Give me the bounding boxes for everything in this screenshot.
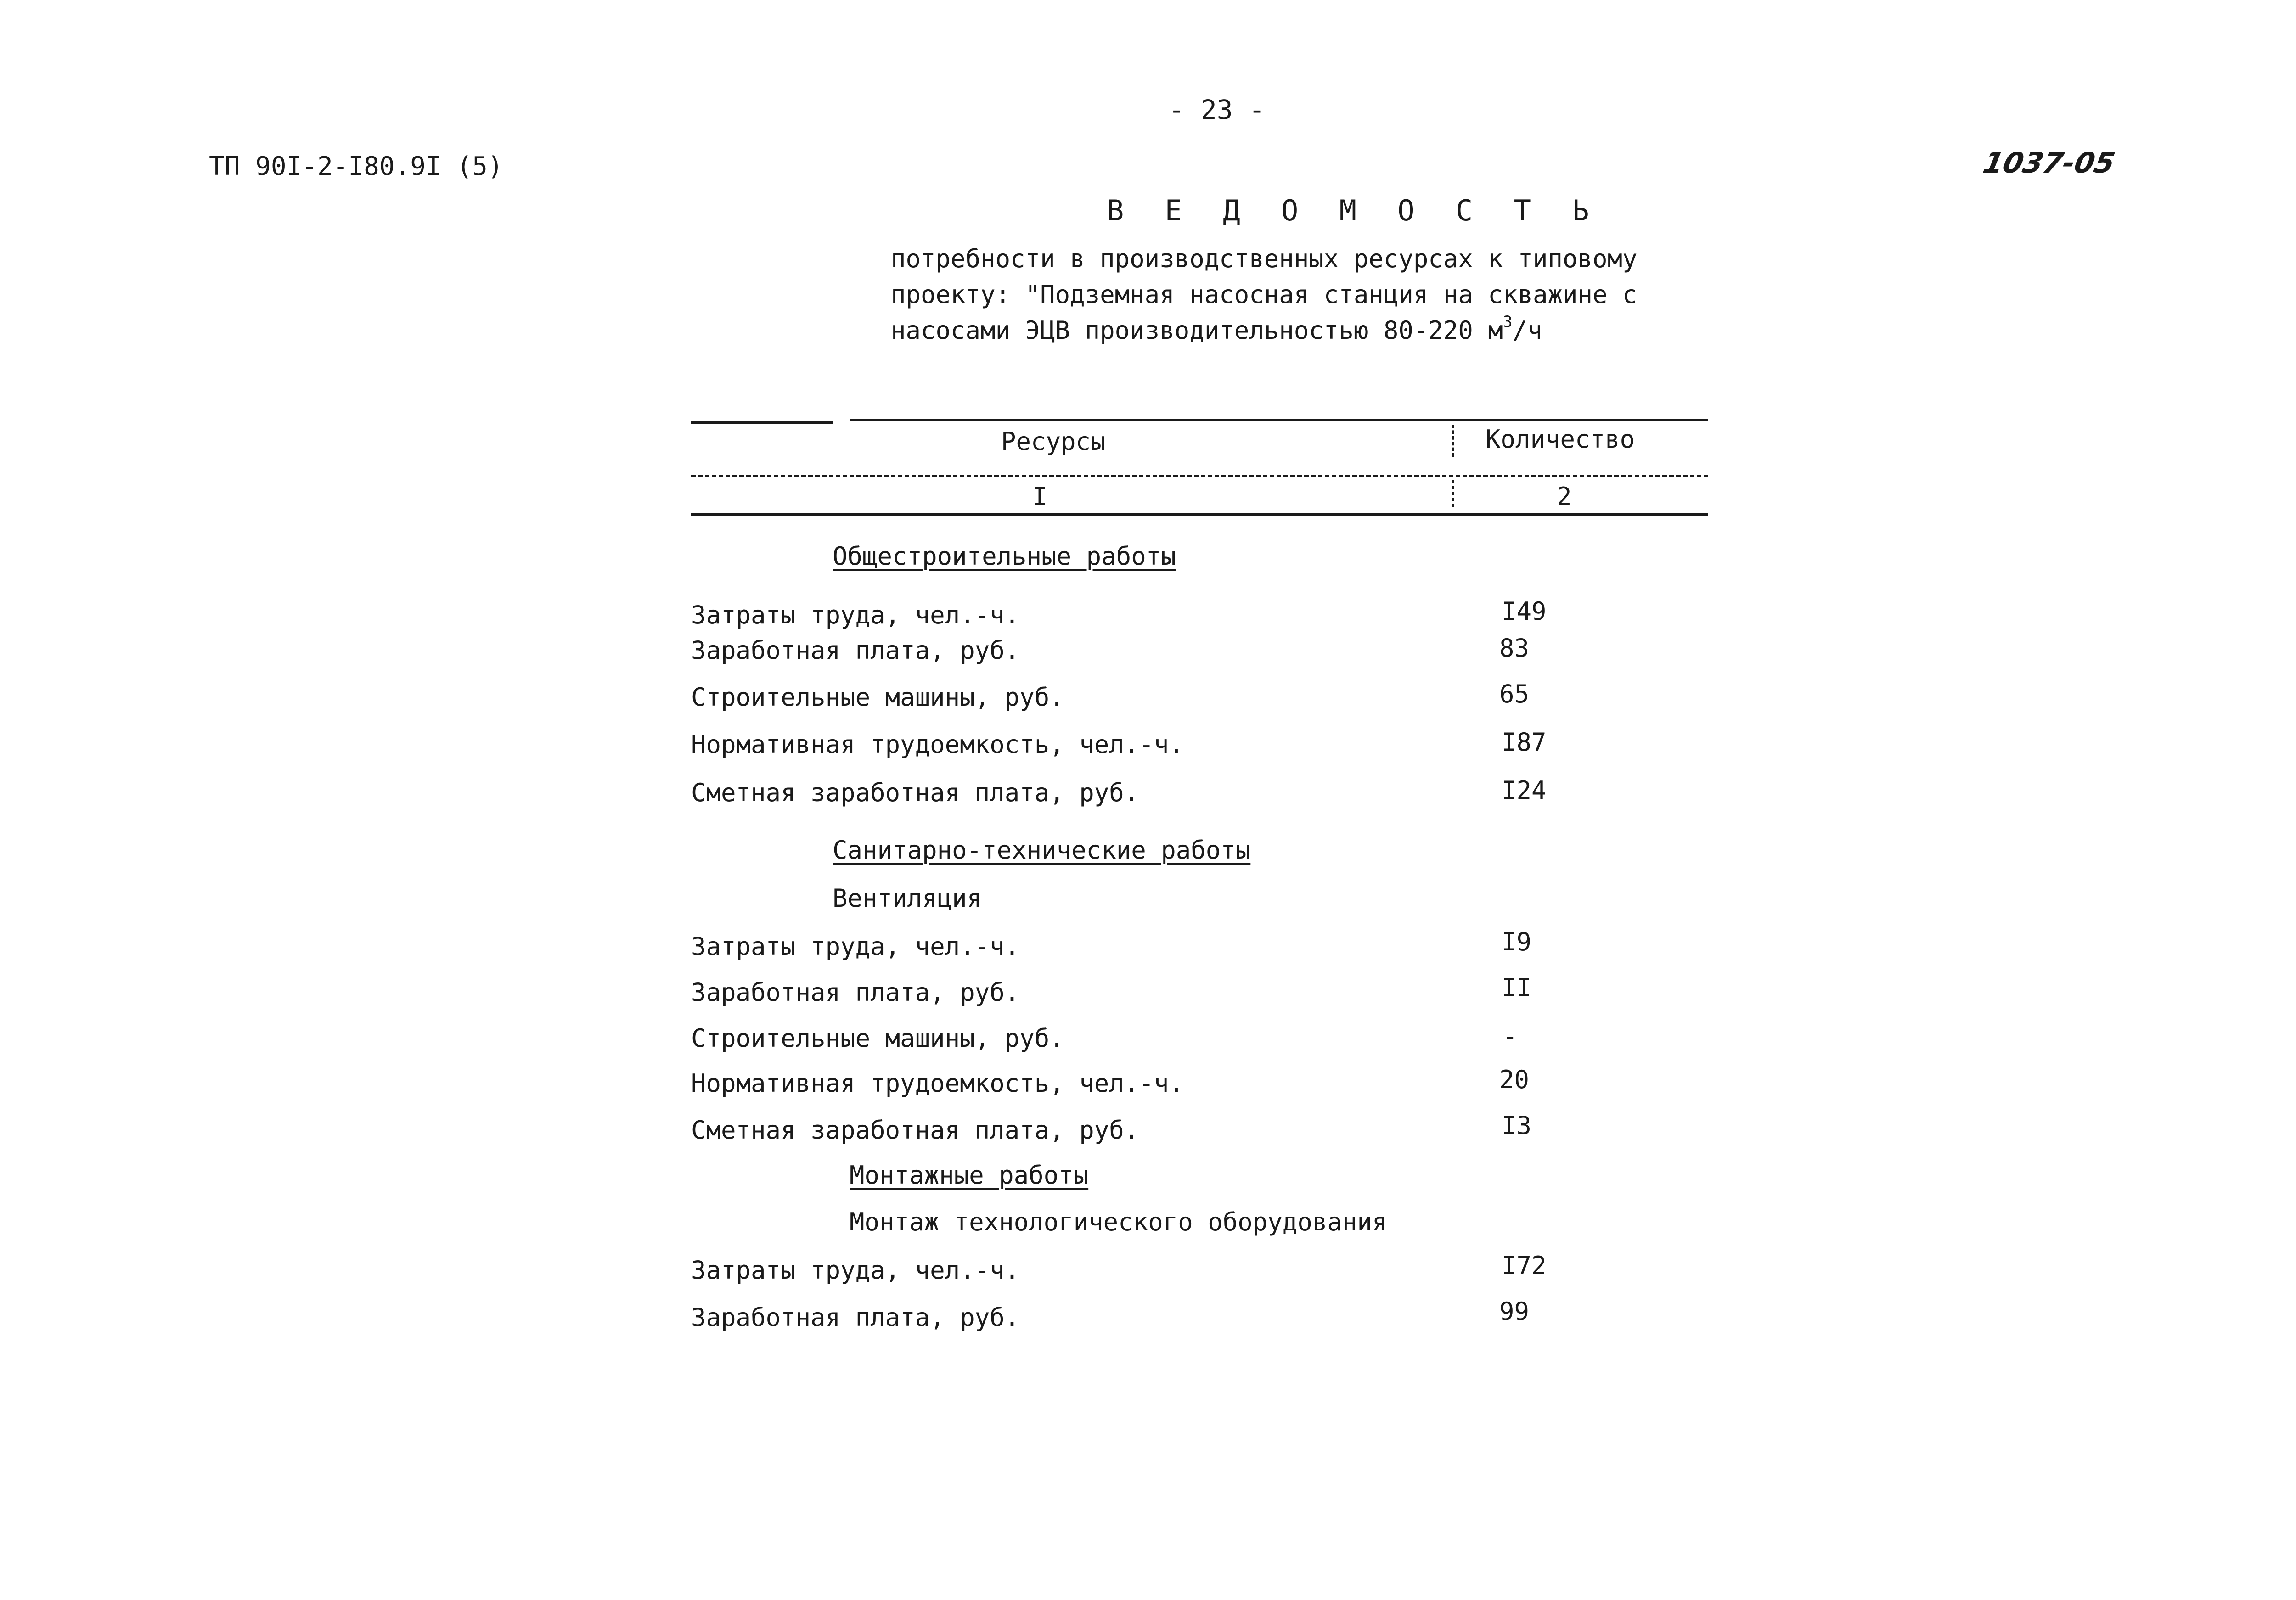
subtitle-line-3-text: насосами ЭЦВ производительностью 80-220 м (891, 316, 1503, 345)
row-value: 83 (1499, 634, 1530, 662)
row-value: I9 (1502, 927, 1532, 956)
row-label: Заработная плата, руб. (691, 636, 1020, 665)
row-label: Затраты труда, чел.-ч. (691, 932, 1020, 961)
row-label: Строительные машины, руб. (691, 1024, 1064, 1053)
row-value: I72 (1502, 1251, 1547, 1280)
row-label: Заработная плата, руб. (691, 1303, 1020, 1332)
table-column-divider-top (1452, 425, 1454, 457)
subtitle-line-3 (891, 313, 1638, 348)
section-heading-general-construction: Общестроительные работы (833, 542, 1176, 571)
row-value: 99 (1499, 1297, 1530, 1326)
subtitle-line-3-unit: /ч (1512, 316, 1542, 345)
subtitle-line-2: проекту: "Подземная насосная станция на скважине с (891, 280, 1638, 309)
table-top-rule-left (691, 421, 833, 424)
row-value: II (1502, 973, 1532, 1002)
document-subtitle (891, 241, 1638, 348)
row-value: I87 (1502, 728, 1547, 757)
row-label: Сметная заработная плата, руб. (691, 778, 1139, 807)
document-code: ТП 90I-2-I80.9I (5) (209, 152, 503, 181)
row-value: 65 (1499, 679, 1530, 708)
row-label: Затраты труда, чел.-ч. (691, 601, 1020, 629)
column-number-1: I (1032, 482, 1047, 511)
subtitle-line-1: потребности в производственных ресурсах к типовому (891, 244, 1638, 273)
row-label: Нормативная трудоемкость, чел.-ч. (691, 730, 1184, 759)
table-header-bottom-rule (691, 513, 1708, 516)
row-value: 20 (1499, 1065, 1530, 1094)
superscript-cube: 3 (1503, 313, 1513, 331)
row-value: I3 (1502, 1111, 1532, 1140)
document-title: В Е Д О М О С Т Ь (1107, 194, 1601, 227)
column-number-2: 2 (1557, 482, 1572, 511)
row-value: - (1503, 1022, 1518, 1050)
row-value: I24 (1502, 776, 1547, 805)
subheading-equipment-assembly: Монтаж технологического оборудования (850, 1207, 1387, 1236)
archive-number: 1037-05 (1980, 146, 2118, 180)
row-label: Нормативная трудоемкость, чел.-ч. (691, 1069, 1184, 1098)
page-number: - 23 - (1169, 94, 1265, 125)
row-label: Затраты труда, чел.-ч. (691, 1256, 1020, 1285)
row-value: I49 (1502, 597, 1547, 626)
table-header-mid-rule (691, 475, 1708, 477)
table-top-rule-right (850, 419, 1708, 421)
column-header-resources: Ресурсы (1001, 427, 1106, 456)
column-header-quantity: Количество (1486, 425, 1635, 454)
subheading-ventilation: Вентиляция (833, 884, 982, 913)
row-label: Сметная заработная плата, руб. (691, 1116, 1139, 1145)
section-heading-assembly: Монтажные работы (850, 1161, 1089, 1190)
table-column-divider-bottom (1452, 480, 1454, 507)
row-label: Строительные машины, руб. (691, 683, 1064, 712)
row-label: Заработная плата, руб. (691, 978, 1020, 1007)
section-heading-sanitary: Санитарно-технические работы (833, 836, 1251, 865)
